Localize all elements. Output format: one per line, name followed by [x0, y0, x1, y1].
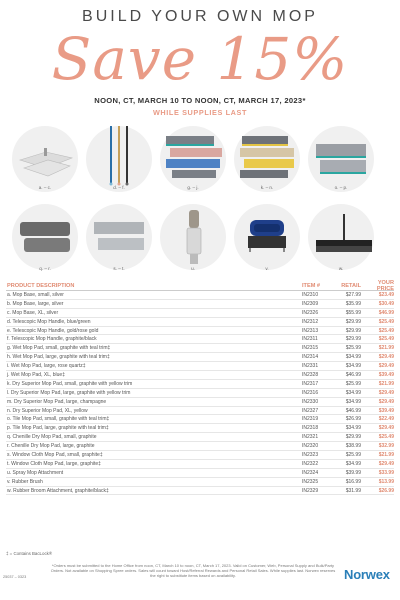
table-row [6, 380, 394, 389]
row-description: m. Dry Superior Mop Pad, large, champagne [7, 398, 107, 405]
row-item: IN2322 [302, 460, 319, 467]
header-retail: RETAIL [341, 283, 361, 289]
row-price: $29.49 [378, 460, 394, 467]
table-row [6, 424, 394, 433]
row-price: $39.49 [378, 407, 394, 414]
row-price: $25.49 [378, 327, 394, 334]
table-row [6, 415, 394, 424]
table-row [6, 442, 394, 451]
row-item: IN2329 [302, 487, 319, 494]
table-row [6, 344, 394, 353]
row-price: $26.99 [378, 487, 394, 494]
table-row [6, 327, 394, 336]
row-description: f. Telescopic Mop Handle, graphite/black [7, 336, 97, 343]
while-supplies-last: WHILE SUPPLIES LAST [152, 108, 248, 117]
row-retail: $34.99 [345, 398, 361, 405]
row-description: g. Wet Mop Pad, small, graphite with teal trim‡ [7, 345, 111, 352]
row-retail: $31.99 [345, 487, 361, 494]
row-description: l. Dry Superior Mop Pad, large, graphite with yellow trim [7, 389, 131, 396]
row-description: s. Window Cloth Mop Pad, small, graphite‡ [7, 451, 103, 458]
row-price: $46.99 [378, 309, 394, 316]
row-retail: $16.99 [345, 478, 361, 485]
row-item: IN2319 [302, 416, 319, 423]
row-price: $39.49 [378, 371, 394, 378]
table-row [6, 433, 394, 442]
row-retail: $34.99 [345, 354, 361, 361]
row-retail: $35.99 [345, 300, 361, 307]
headline: BUILD YOUR OWN MOP [82, 8, 318, 25]
row-price: $25.49 [378, 336, 394, 343]
row-item: IN2331 [302, 363, 319, 370]
row-retail: $29.99 [345, 434, 361, 441]
row-price: $29.49 [378, 425, 394, 432]
row-item: IN2309 [302, 300, 319, 307]
table-row [6, 487, 394, 496]
row-description: a. Mop Base, small, silver [7, 291, 64, 298]
row-price: $29.49 [378, 354, 394, 361]
row-retail: $46.99 [345, 407, 361, 414]
row-description: h. Wet Mop Pad, large, graphite with teal trim‡ [7, 354, 110, 361]
row-price: $29.49 [378, 398, 394, 405]
row-item: IN2313 [302, 327, 319, 334]
row-retail: $29.99 [345, 318, 361, 325]
baclock-footnote: ‡ = Contains BacLock® [6, 551, 53, 556]
row-description: j. Wet Mop Pad, XL, blue‡ [7, 371, 65, 378]
row-price: $32.99 [378, 443, 394, 450]
table-row [6, 318, 394, 327]
row-retail: $29.99 [345, 327, 361, 334]
row-price: $25.49 [378, 434, 394, 441]
table-row [6, 460, 394, 469]
row-price: $33.99 [378, 469, 394, 476]
row-description: b. Mop Base, large, silver [7, 300, 64, 307]
row-retail: $34.99 [345, 425, 361, 432]
table-row [6, 398, 394, 407]
row-item: IN2312 [302, 318, 319, 325]
table-row [6, 469, 394, 478]
table-row [6, 309, 394, 318]
table-row [6, 389, 394, 398]
row-retail: $55.99 [345, 309, 361, 316]
row-item: IN2328 [302, 371, 319, 378]
row-price: $21.99 [378, 345, 394, 352]
table-row [6, 353, 394, 362]
row-price: $29.49 [378, 389, 394, 396]
row-item: IN2323 [302, 451, 319, 458]
table-row [6, 451, 394, 460]
row-item: IN2324 [302, 469, 319, 476]
row-item: IN2327 [302, 407, 319, 414]
header-price: YOUR PRICE [376, 280, 394, 292]
row-retail: $34.99 [345, 363, 361, 370]
row-item: IN2320 [302, 443, 319, 450]
row-item: IN2317 [302, 380, 319, 387]
row-item: IN2314 [302, 354, 319, 361]
row-price: $13.99 [378, 478, 394, 485]
header-description: PRODUCT DESCRIPTION [7, 283, 75, 289]
row-item: IN2310 [302, 291, 319, 298]
row-retail: $34.99 [345, 389, 361, 396]
header-item: ITEM # [302, 283, 321, 289]
row-retail: $26.99 [345, 416, 361, 423]
save-banner: Save 15% [51, 25, 349, 93]
table-header [6, 282, 394, 291]
row-item: IN2318 [302, 425, 319, 432]
row-description: u. Spray Mop Attachment [7, 469, 64, 476]
row-description: w. Rubber Broom Attachment, graphite/black‡ [7, 487, 109, 494]
row-description: n. Dry Superior Mop Pad, XL, yellow [7, 407, 88, 414]
row-description: o. Tile Mop Pad, small, graphite with teal trim‡ [7, 416, 110, 423]
table-row [6, 300, 394, 309]
row-description: q. Chenille Dry Mop Pad, small, graphite [7, 434, 97, 441]
row-price: $21.99 [378, 451, 394, 458]
row-description: i. Wet Mop Pad, large, rose quartz‡ [7, 363, 86, 370]
table-row [6, 478, 394, 487]
table-row [6, 371, 394, 380]
row-description: r. Chenille Dry Mop Pad, large, graphite [7, 443, 95, 450]
row-retail: $25.99 [345, 451, 361, 458]
catalog-code: 25037 – 0323 [3, 575, 27, 579]
row-price: $22.49 [378, 416, 394, 423]
row-description: t. Window Cloth Mop Pad, large, graphite‡ [7, 460, 101, 467]
row-retail: $27.99 [345, 291, 361, 298]
row-item: IN2330 [302, 398, 319, 405]
row-retail: $29.99 [345, 336, 361, 343]
row-retail: $38.99 [345, 443, 361, 450]
row-item: IN2325 [302, 478, 319, 485]
row-item: IN2316 [302, 389, 319, 396]
row-retail: $34.99 [345, 460, 361, 467]
norwex-logo: Norwex [344, 567, 390, 582]
row-description: p. Tile Mop Pad, large, graphite with teal trim‡ [7, 425, 109, 432]
row-retail: $39.99 [345, 469, 361, 476]
row-description: e. Telescopic Mop Handle, gold/rose gold [7, 327, 99, 334]
row-price: $25.49 [378, 318, 394, 325]
table-row [6, 407, 394, 416]
table-row [6, 335, 394, 344]
row-description: c. Mop Base, XL, silver [7, 309, 59, 316]
disclaimer: *Orders must be submitted to the Home Office from noon, CT, March 10 to noon, CT, March 17, 2023. Valid on Customer, Web, Personal Supply and Bulk/Party Orders. Not available on Shopping Spree orders. Sales will count toward Host/Referral Rewards and Personal Retail Sales. While supplies last. Norwex reserves the right to substitute items based on availability. [50, 563, 336, 578]
row-description: k. Dry Superior Mop Pad, small, graphite with yellow trim [7, 380, 133, 387]
promo-dates: NOON, CT, MARCH 10 TO NOON, CT, MARCH 17, 2023* [94, 96, 306, 105]
row-price: $21.99 [378, 380, 394, 387]
row-item: IN2321 [302, 434, 319, 441]
row-price: $30.49 [378, 300, 394, 307]
table-row [6, 291, 394, 300]
row-retail: $46.99 [345, 371, 361, 378]
row-item: IN2311 [302, 336, 318, 343]
row-item: IN2315 [302, 345, 319, 352]
row-retail: $25.99 [345, 380, 361, 387]
row-description: v. Rubber Brush [7, 478, 43, 485]
row-price: $29.49 [378, 363, 394, 370]
table-row [6, 362, 394, 371]
price-table [6, 282, 394, 495]
row-item: IN2326 [302, 309, 319, 316]
row-price: $23.49 [378, 291, 394, 298]
row-description: d. Telescopic Mop Handle, blue/green [7, 318, 91, 325]
row-retail: $25.99 [345, 345, 361, 352]
